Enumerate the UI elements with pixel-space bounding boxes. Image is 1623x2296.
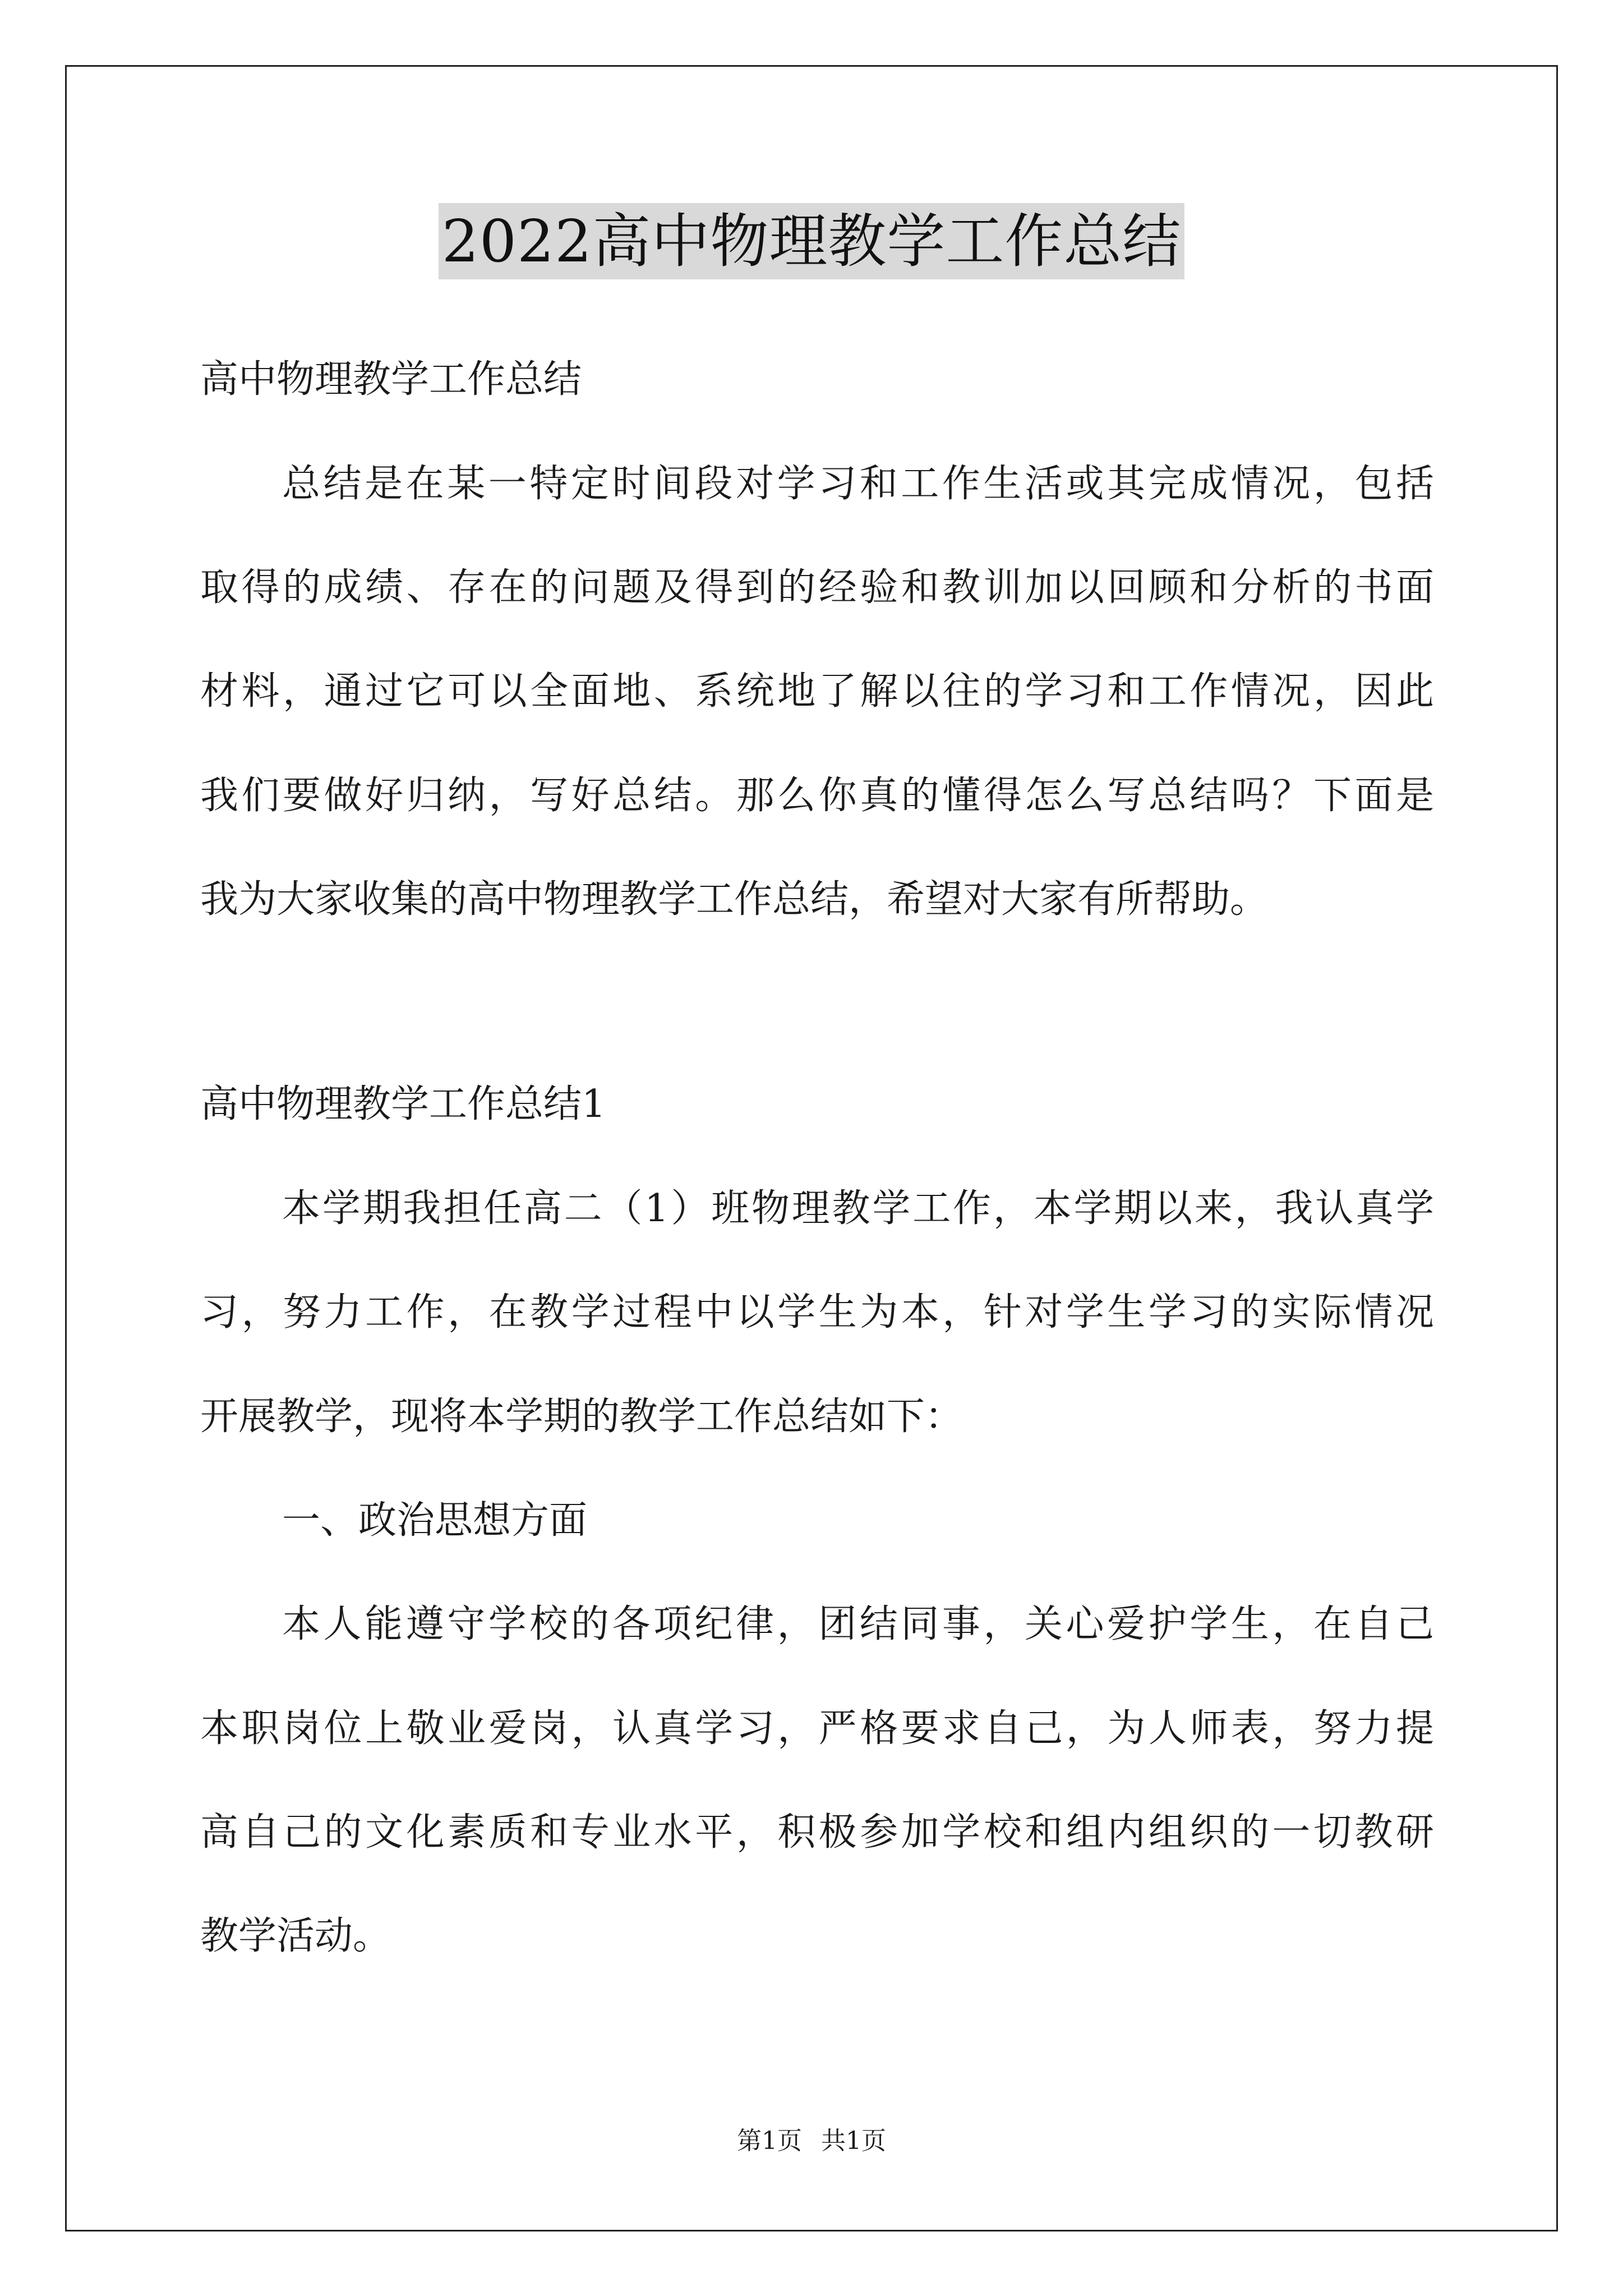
paragraph-line: 取得的成绩、存在的问题及得到的经验和教训加以回顾和分析的书面 <box>200 565 1434 610</box>
title-container <box>0 203 1623 279</box>
paragraph-line: 我们要做好归纳，写好总结。那么你真的懂得怎么写总结吗？下面是 <box>200 774 1434 818</box>
subtitle: 高中物理教学工作总结 <box>200 357 582 402</box>
part-heading: 一、政治思想方面 <box>282 1498 588 1543</box>
section-heading: 高中物理教学工作总结1 <box>200 1082 606 1126</box>
paragraph-line: 习，努力工作，在教学过程中以学生为本，针对学生学习的实际情况 <box>200 1290 1434 1335</box>
paragraph-line: 高自己的文化素质和专业水平，积极参加学校和组内组织的一切教研 <box>200 1810 1434 1855</box>
page-footer <box>0 2124 1623 2158</box>
paragraph-line: 本人能遵守学校的各项纪律，团结同事，关心爱护学生，在自己 <box>282 1602 1434 1646</box>
paragraph-line: 教学活动。 <box>200 1914 391 1958</box>
paragraph-line: 总结是在某一特定时间段对学习和工作生活或其完成情况，包括 <box>282 462 1434 506</box>
document-title: 2022高中物理教学工作总结 <box>439 203 1185 279</box>
current-page-number: 第1页 <box>737 2127 802 2155</box>
paragraph-line: 本学期我担任高二（1）班物理教学工作，本学期以来，我认真学 <box>282 1186 1434 1231</box>
paragraph-line: 我为大家收集的高中物理教学工作总结，希望对大家有所帮助。 <box>200 877 1269 922</box>
paragraph-line: 材料，通过它可以全面地、系统地了解以往的学习和工作情况，因此 <box>200 669 1434 714</box>
paragraph-line: 开展教学，现将本学期的教学工作总结如下： <box>200 1395 963 1439</box>
paragraph-line: 本职岗位上敬业爱岗，认真学习，严格要求自己，为人师表，努力提 <box>200 1706 1434 1751</box>
total-page-count: 共1页 <box>821 2127 886 2155</box>
